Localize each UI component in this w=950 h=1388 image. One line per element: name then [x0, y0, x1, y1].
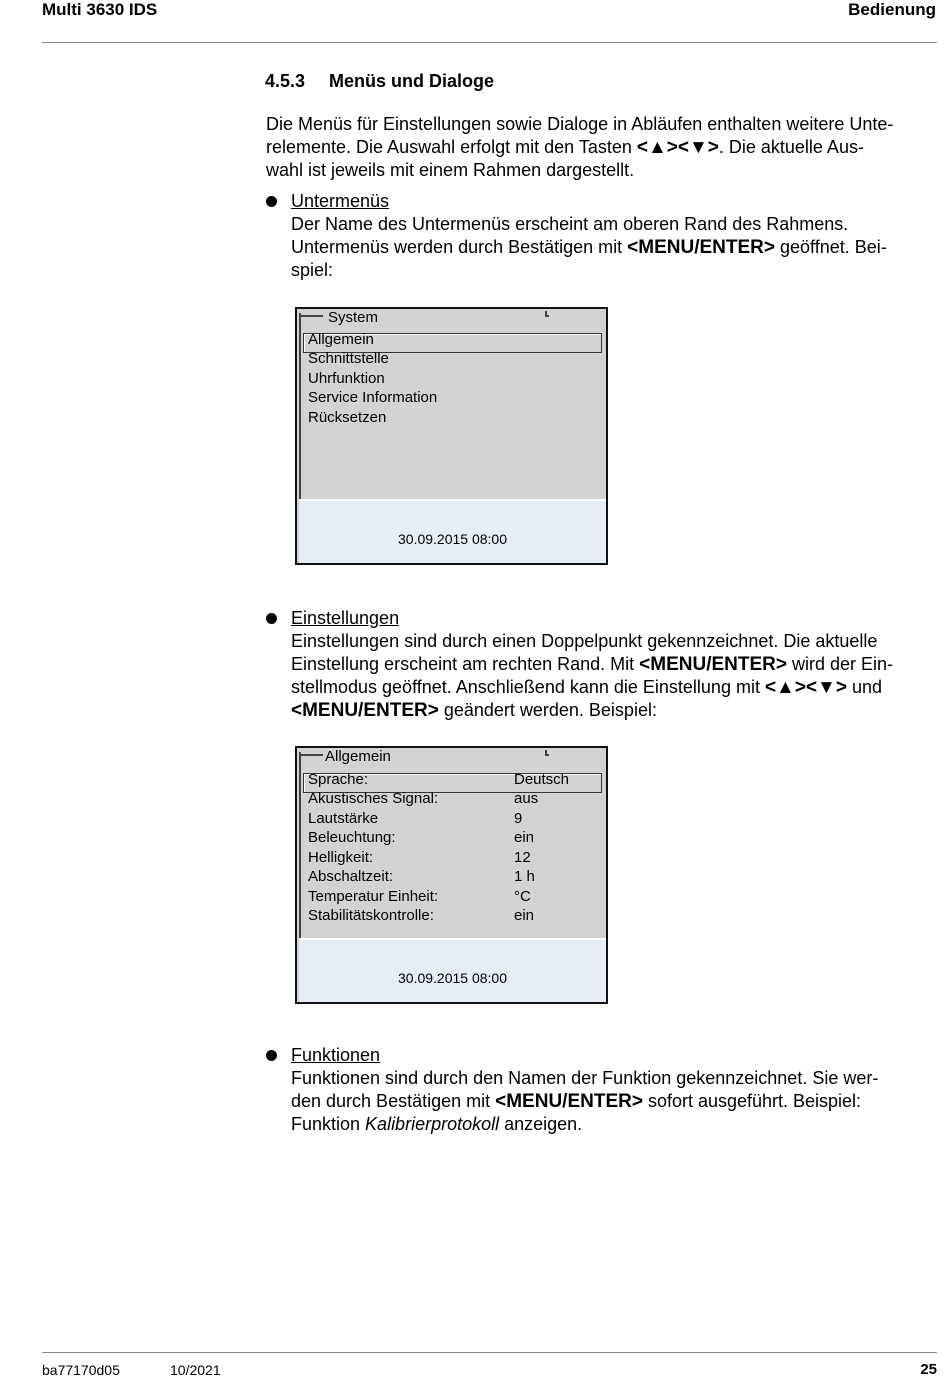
status-datetime: 30.09.2015 08:00: [398, 970, 507, 986]
bullet-line: Der Name des Untermenüs erscheint am oberen Rand des Rahmens.: [291, 214, 849, 234]
menu-item[interactable]: Rücksetzen: [308, 409, 387, 426]
bullet-line: Funktion Kalibrierprotokoll anzeigen.: [291, 1114, 583, 1134]
menu-enter-key: <MENU/ENTER>: [639, 654, 787, 675]
intro-paragraph: [266, 113, 938, 182]
header-title: Multi 3630 IDS: [42, 0, 158, 19]
bullet-einstellungen: [291, 607, 941, 722]
screen-tab-line: [545, 754, 549, 756]
status-bar: [299, 499, 606, 563]
screen-tab-line: [545, 315, 549, 317]
bullet-dot-icon: [266, 1050, 277, 1061]
bullet-line: Einstellungen sind durch einen Doppelpunkt gekennzeichnet. Die aktuelle: [291, 631, 878, 651]
setting-value: 9: [514, 810, 523, 827]
bullet-line: den durch Bestätigen mit <MENU/ENTER> sofort ausgeführt. Beispiel:: [291, 1091, 862, 1112]
footer-doc-number: ba77170d05: [42, 1362, 120, 1378]
bullet-line: Funktionen sind durch den Namen der Funktion gekennzeichnet. Sie wer-: [291, 1068, 879, 1088]
status-bar: [299, 938, 606, 1002]
setting-label[interactable]: Stabilitätskontrolle:: [308, 907, 434, 924]
bullet-line: spiel:: [291, 260, 334, 280]
bullet-heading: Untermenüs: [291, 191, 390, 211]
footer-date: 10/2021: [170, 1362, 221, 1378]
bullet-funktionen: [291, 1044, 941, 1136]
bullet-line: Untermenüs werden durch Bestätigen mit <MENU/ENTER> geöffnet. Bei-: [291, 237, 887, 258]
arrow-keys: <▲><▼>: [636, 137, 719, 158]
menu-item[interactable]: Schnittstelle: [308, 350, 389, 367]
bullet-line: stellmodus geöffnet. Anschließend kann die Einstellung mit <▲><▼> und: [291, 677, 882, 698]
submenu-title: System: [328, 309, 379, 326]
device-screen-system: [295, 307, 608, 565]
setting-value: Deutsch: [514, 771, 570, 788]
screen-frame-edge: [299, 752, 301, 938]
intro-line: wahl ist jeweils mit einem Rahmen dargestellt.: [266, 160, 635, 180]
menu-enter-key: <MENU/ENTER>: [627, 237, 775, 258]
header-divider: [42, 42, 937, 43]
header-chapter: Bedienung: [848, 0, 936, 19]
setting-label[interactable]: Temperatur Einheit:: [308, 888, 439, 905]
bullet-heading: Einstellungen: [291, 608, 400, 628]
section-title: Menüs und Dialoge: [329, 71, 495, 91]
screen-tab-line: [299, 754, 323, 756]
device-screen-allgemein: [295, 746, 608, 1004]
menu-item[interactable]: Uhrfunktion: [308, 370, 385, 387]
intro-line: Die Menüs für Einstellungen sowie Dialoge in Abläufen enthalten weitere Unte-: [266, 114, 894, 134]
setting-label[interactable]: Abschaltzeit:: [308, 868, 394, 885]
menu-item[interactable]: Allgemein: [308, 331, 374, 348]
setting-value: 12: [514, 849, 531, 866]
setting-label[interactable]: Helligkeit:: [308, 849, 374, 866]
setting-value: 1 h: [514, 868, 535, 885]
bullet-untermenues: [291, 190, 941, 282]
setting-value: aus: [514, 790, 539, 807]
function-name: Kalibrierprotokoll: [365, 1114, 500, 1134]
arrow-keys: <▲><▼>: [764, 677, 847, 698]
setting-label[interactable]: Beleuchtung:: [308, 829, 396, 846]
menu-enter-key: <MENU/ENTER>: [495, 1091, 643, 1112]
section-heading: [265, 71, 494, 92]
footer-divider: [42, 1352, 937, 1353]
setting-value: ein: [514, 829, 535, 846]
setting-value: °C: [514, 888, 531, 905]
menu-item[interactable]: Service Information: [308, 389, 438, 406]
setting-value: ein: [514, 907, 535, 924]
intro-line: relemente. Die Auswahl erfolgt mit den Tasten <▲><▼>. Die aktuelle Aus-: [266, 137, 864, 158]
menu-enter-key: <MENU/ENTER>: [291, 700, 439, 721]
bullet-line: <MENU/ENTER> geändert werden. Beispiel:: [291, 700, 657, 721]
bullet-dot-icon: [266, 196, 277, 207]
status-datetime: 30.09.2015 08:00: [398, 531, 507, 547]
setting-label[interactable]: Sprache:: [308, 771, 369, 788]
section-number: 4.5.3: [265, 71, 306, 91]
setting-label[interactable]: Lautstärke: [308, 810, 379, 827]
screen-tab-line: [299, 315, 323, 317]
bullet-heading: Funktionen: [291, 1045, 381, 1065]
page-number: 25: [920, 1361, 937, 1378]
submenu-title: Allgemein: [325, 748, 391, 765]
screen-frame-edge: [299, 313, 301, 499]
setting-label[interactable]: Akustisches Signal:: [308, 790, 439, 807]
bullet-line: Einstellung erscheint am rechten Rand. Mit <MENU/ENTER> wird der Ein-: [291, 654, 894, 675]
bullet-dot-icon: [266, 613, 277, 624]
